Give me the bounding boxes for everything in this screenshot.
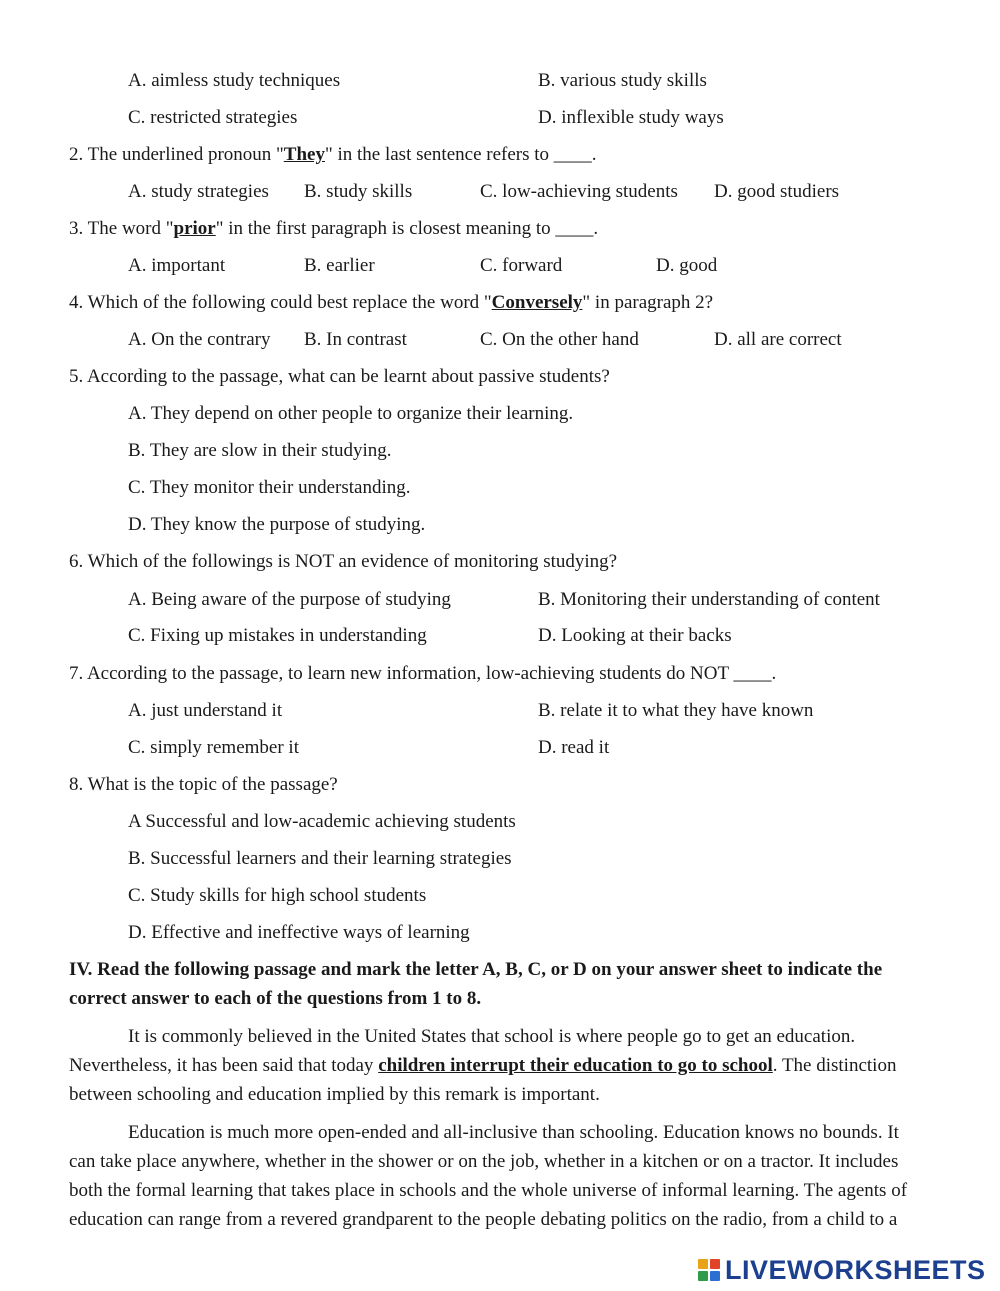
q7-option-d[interactable]: D. read it xyxy=(538,737,610,758)
q8-option-a[interactable]: A Successful and low-academic achieving students xyxy=(128,811,516,832)
question-5-stem: 5. According to the passage, what can be learnt about passive students? xyxy=(69,366,610,387)
q1-option-c[interactable]: C. restricted strategies xyxy=(128,107,298,128)
q5-option-c[interactable]: C. They monitor their understanding. xyxy=(128,477,411,498)
q4-option-a[interactable]: A. On the contrary xyxy=(128,329,271,350)
passage-p1-line-3: between schooling and education implied by this remark is important. xyxy=(69,1084,600,1105)
passage-underlined-phrase: children interrupt their education to go to school xyxy=(378,1055,773,1076)
q3-option-d[interactable]: D. good xyxy=(656,255,718,276)
q6-option-d[interactable]: D. Looking at their backs xyxy=(538,625,732,646)
q2-option-d[interactable]: D. good studiers xyxy=(714,181,840,202)
q2-option-a[interactable]: A. study strategies xyxy=(128,181,269,202)
q8-option-d[interactable]: D. Effective and ineffective ways of learning xyxy=(128,922,470,943)
q5-option-a[interactable]: A. They depend on other people to organize their learning. xyxy=(128,403,574,424)
q4-option-c[interactable]: C. On the other hand xyxy=(480,329,639,350)
q5-option-d[interactable]: D. They know the purpose of studying. xyxy=(128,514,426,535)
question-2-stem-pre: 2. The underlined pronoun " xyxy=(69,144,284,165)
logo-block-v xyxy=(698,1271,708,1281)
q2-option-b[interactable]: B. study skills xyxy=(304,181,413,202)
logo-text: LIVEWORKSHEETS xyxy=(725,1254,986,1285)
logo-blocks-icon xyxy=(698,1259,720,1281)
question-6-stem: 6. Which of the followings is NOT an evidence of monitoring studying? xyxy=(69,551,618,572)
question-4-stem xyxy=(69,292,713,314)
section-heading-line-1: IV. Read the following passage and mark the letter A, B, C, or D on your answer sheet to indicate the xyxy=(69,959,883,980)
q4-option-b[interactable]: B. In contrast xyxy=(304,329,407,350)
logo-block-i xyxy=(710,1259,720,1269)
q6-option-c[interactable]: C. Fixing up mistakes in understanding xyxy=(128,625,427,646)
question-2-stem-post: " in the last sentence refers to ____. xyxy=(324,144,597,165)
q3-option-a[interactable]: A. important xyxy=(128,255,226,276)
passage-p2-line-2: can take place anywhere, whether in the shower or on the job, whether in a kitchen or on a tractor. It includes xyxy=(69,1151,899,1172)
q6-option-a[interactable]: A. Being aware of the purpose of studying xyxy=(128,589,451,610)
passage-p2-line-3: both the formal learning that takes place in schools and the whole universe of informal learning. The agents of xyxy=(69,1180,908,1201)
q7-option-b[interactable]: B. relate it to what they have known xyxy=(538,700,814,721)
question-4-stem-post: " in paragraph 2? xyxy=(582,292,714,313)
liveworksheets-logo xyxy=(698,1254,986,1286)
section-heading-line-2: correct answer to each of the questions from 1 to 8. xyxy=(69,988,482,1009)
q8-option-b[interactable]: B. Successful learners and their learning strategies xyxy=(128,848,512,869)
passage-p2-line-1: Education is much more open-ended and all-inclusive than schooling. Education knows no bounds. It xyxy=(128,1122,899,1143)
passage-p1-line-2-pre: Nevertheless, it has been said that today xyxy=(69,1055,379,1076)
question-8-stem: 8. What is the topic of the passage? xyxy=(69,774,338,795)
passage-p2-line-4: education can range from a revered grandparent to the people debating politics on the radio, from a child to a xyxy=(69,1209,898,1230)
q1-option-a[interactable]: A. aimless study techniques xyxy=(128,70,341,91)
question-3-keyword: prior xyxy=(173,218,216,239)
q3-option-c[interactable]: C. forward xyxy=(480,255,563,276)
q6-option-b[interactable]: B. Monitoring their understanding of content xyxy=(538,589,880,610)
passage-p1-line-1: It is commonly believed in the United States that school is where people go to get an education. xyxy=(128,1026,856,1047)
question-4-stem-pre: 4. Which of the following could best replace the word " xyxy=(69,292,492,313)
q8-option-c[interactable]: C. Study skills for high school students xyxy=(128,885,427,906)
question-2-stem xyxy=(69,144,597,166)
q3-option-b[interactable]: B. earlier xyxy=(304,255,375,276)
passage-p1-line-2-post: . The distinction xyxy=(772,1055,897,1076)
question-4-keyword: Conversely xyxy=(491,292,583,313)
q1-option-b[interactable]: B. various study skills xyxy=(538,70,707,91)
q7-option-c[interactable]: C. simply remember it xyxy=(128,737,299,758)
q4-option-d[interactable]: D. all are correct xyxy=(714,329,842,350)
q2-option-c[interactable]: C. low-achieving students xyxy=(480,181,678,202)
question-3-stem-pre: 3. The word " xyxy=(69,218,174,239)
passage-p1-line-2 xyxy=(69,1055,937,1077)
question-3-stem-post: " in the first paragraph is closest meaning to ____. xyxy=(215,218,599,239)
question-2-keyword: They xyxy=(283,144,325,165)
question-3-stem xyxy=(69,218,598,240)
logo-block-l xyxy=(698,1259,708,1269)
question-7-stem: 7. According to the passage, to learn new information, low-achieving students do NOT ____. xyxy=(69,663,777,684)
q1-option-d[interactable]: D. inflexible study ways xyxy=(538,107,724,128)
logo-block-e xyxy=(710,1271,720,1281)
q5-option-b[interactable]: B. They are slow in their studying. xyxy=(128,440,392,461)
q7-option-a[interactable]: A. just understand it xyxy=(128,700,283,721)
